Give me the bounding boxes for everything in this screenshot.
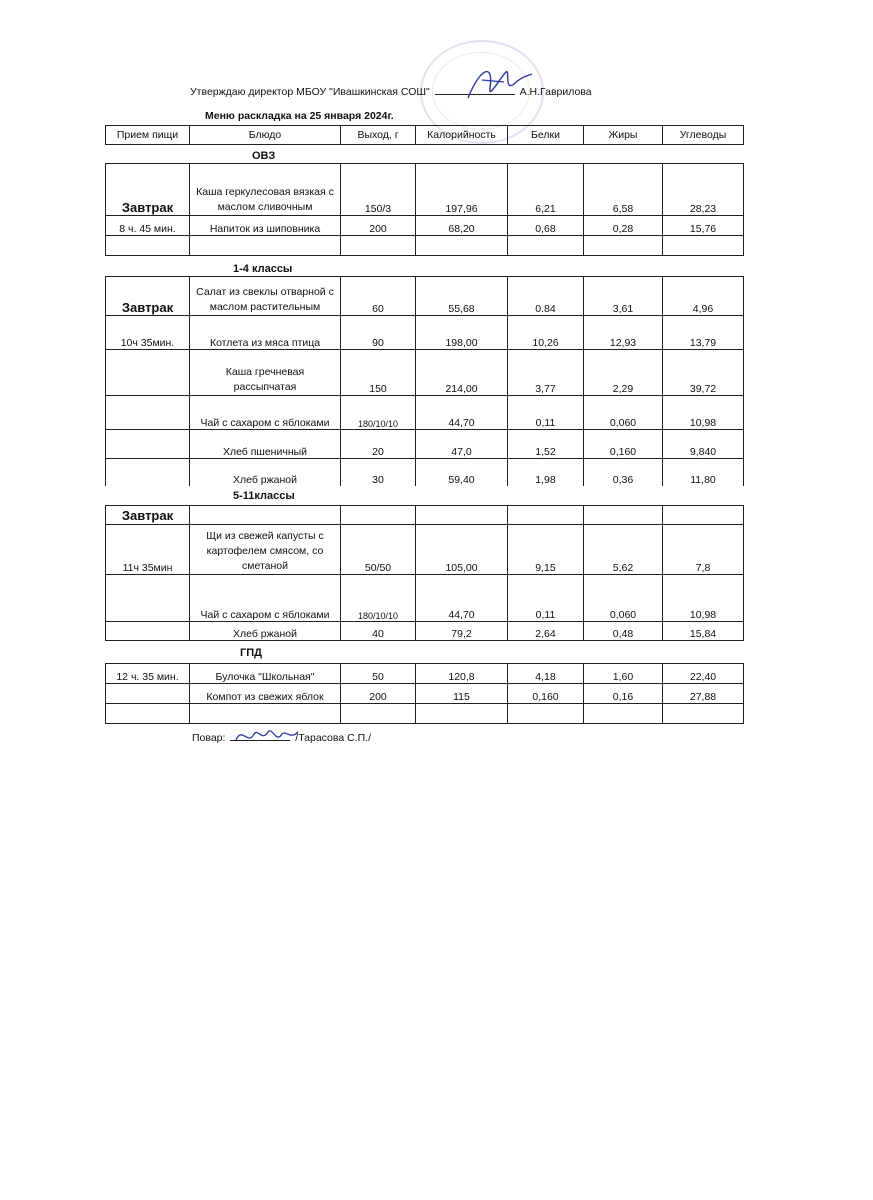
cook-signature <box>232 722 302 752</box>
section-title-gpd: ГПД <box>240 647 262 659</box>
fat: 0,060 <box>584 396 663 430</box>
fat: 0,060 <box>584 575 663 622</box>
carbs: 9,840 <box>663 430 744 459</box>
meal-label: Завтрак <box>106 506 190 525</box>
output: 150 <box>341 350 416 396</box>
carbs: 11,80 <box>663 459 744 486</box>
section-title-ovz: ОВЗ <box>252 150 276 162</box>
output: 200 <box>341 684 416 704</box>
col-fat: Жиры <box>584 126 663 145</box>
calories: 105,00 <box>416 525 508 575</box>
protein: 9,15 <box>508 525 584 575</box>
protein: 1,52 <box>508 430 584 459</box>
fat: 0,28 <box>584 216 663 236</box>
output: 90 <box>341 316 416 350</box>
dish: Компот из свежих яблок <box>190 684 341 704</box>
protein: 0,11 <box>508 396 584 430</box>
protein: 0.84 <box>508 277 584 316</box>
protein: 6,21 <box>508 164 584 216</box>
table-row <box>106 164 744 216</box>
header-table <box>105 125 744 145</box>
protein: 2,64 <box>508 622 584 641</box>
carbs: 27,88 <box>663 684 744 704</box>
dish: Напиток из шиповника <box>190 216 341 236</box>
carbs: 7,8 <box>663 525 744 575</box>
fat: 3,61 <box>584 277 663 316</box>
fat: 0,16 <box>584 684 663 704</box>
calories: 44,70 <box>416 396 508 430</box>
carbs: 10,98 <box>663 396 744 430</box>
calories: 44,70 <box>416 575 508 622</box>
dish: Хлеб ржаной <box>190 459 341 486</box>
calories: 197,96 <box>416 164 508 216</box>
approve-text: Утверждаю директор МБОУ "Ивашкинская СОШ" <box>190 86 430 98</box>
col-calories: Калорийность <box>416 126 508 145</box>
output: 60 <box>341 277 416 316</box>
fat: 1,60 <box>584 664 663 684</box>
table-gpd <box>105 663 744 724</box>
dish: Булочка "Школьная" <box>190 664 341 684</box>
section-title-5-11: 5-11классы <box>233 490 295 502</box>
col-protein: Белки <box>508 126 584 145</box>
dish: Каша гречневая рассыпчатая <box>190 350 341 396</box>
fat: 0,36 <box>584 459 663 486</box>
protein: 4,18 <box>508 664 584 684</box>
meal-time: 12 ч. 35 мин. <box>106 664 190 684</box>
output: 30 <box>341 459 416 486</box>
cook-label: Повар: <box>192 732 226 744</box>
table-row <box>106 277 744 316</box>
calories: 115 <box>416 684 508 704</box>
dish: Каша геркулесовая вязкая с маслом сливочным <box>190 164 341 216</box>
meal-time: 10ч 35мин. <box>106 316 190 350</box>
cook-name: /Тарасова С.П./ <box>295 732 371 744</box>
calories: 214,00 <box>416 350 508 396</box>
protein: 10,26 <box>508 316 584 350</box>
table-1-4 <box>105 276 744 486</box>
col-dish: Блюдо <box>190 126 341 145</box>
dish: Щи из свежей капусты с картофелем смясом, со сметаной <box>190 525 341 575</box>
carbs: 15,84 <box>663 622 744 641</box>
meal-time: 11ч 35мин <box>106 525 190 575</box>
col-meal: Прием пищи <box>106 126 190 145</box>
carbs: 22,40 <box>663 664 744 684</box>
dish: Чай с сахаром с яблоками <box>190 396 341 430</box>
protein: 3,77 <box>508 350 584 396</box>
fat: 5,62 <box>584 525 663 575</box>
table-row <box>106 664 744 684</box>
calories: 59,40 <box>416 459 508 486</box>
output: 40 <box>341 622 416 641</box>
carbs: 13,79 <box>663 316 744 350</box>
protein: 0,68 <box>508 216 584 236</box>
table-row-empty <box>106 236 744 256</box>
meal-label: Завтрак <box>106 164 190 216</box>
section-title-1-4: 1-4 классы <box>233 263 293 275</box>
calories: 198,00 <box>416 316 508 350</box>
menu-title: Меню раскладка на 25 января 2024г. <box>205 110 394 122</box>
director-signature <box>460 58 540 106</box>
table-row <box>106 350 744 396</box>
calories: 47,0 <box>416 430 508 459</box>
protein: 1,98 <box>508 459 584 486</box>
table-5-11 <box>105 505 744 641</box>
table-row <box>106 622 744 641</box>
dish: Салат из свеклы отварной с маслом растительным <box>190 277 341 316</box>
meal-label: Завтрак <box>106 277 190 316</box>
output: 150/3 <box>341 164 416 216</box>
dish: Хлеб пшеничный <box>190 430 341 459</box>
fat: 0,48 <box>584 622 663 641</box>
table-row <box>106 396 744 430</box>
table-row <box>106 459 744 486</box>
calories: 55,68 <box>416 277 508 316</box>
table-row <box>106 575 744 622</box>
output: 200 <box>341 216 416 236</box>
fat: 12,93 <box>584 316 663 350</box>
dish: Чай с сахаром с яблоками <box>190 575 341 622</box>
calories: 68,20 <box>416 216 508 236</box>
dish: Котлета из мяса птица <box>190 316 341 350</box>
col-output: Выход, г <box>341 126 416 145</box>
table-row <box>106 525 744 575</box>
dish: Хлеб ржаной <box>190 622 341 641</box>
col-carbs: Углеводы <box>663 126 744 145</box>
table-ovz <box>105 163 744 256</box>
table-row <box>106 430 744 459</box>
table-row <box>106 216 744 236</box>
carbs: 4,96 <box>663 277 744 316</box>
table-row-empty <box>106 704 744 724</box>
meal-time: 8 ч. 45 мин. <box>106 216 190 236</box>
fat: 6,58 <box>584 164 663 216</box>
output: 180/10/10 <box>341 396 416 430</box>
carbs: 39,72 <box>663 350 744 396</box>
calories: 79,2 <box>416 622 508 641</box>
carbs: 10,98 <box>663 575 744 622</box>
protein: 0,160 <box>508 684 584 704</box>
output: 50/50 <box>341 525 416 575</box>
director-name: А.Н.Гаврилова <box>519 86 592 98</box>
carbs: 28,23 <box>663 164 744 216</box>
table-row <box>106 684 744 704</box>
output: 20 <box>341 430 416 459</box>
table-row <box>106 506 744 525</box>
output: 180/10/10 <box>341 575 416 622</box>
fat: 2,29 <box>584 350 663 396</box>
fat: 0,160 <box>584 430 663 459</box>
output: 50 <box>341 664 416 684</box>
carbs: 15,76 <box>663 216 744 236</box>
table-row <box>106 316 744 350</box>
protein: 0,11 <box>508 575 584 622</box>
calories: 120,8 <box>416 664 508 684</box>
